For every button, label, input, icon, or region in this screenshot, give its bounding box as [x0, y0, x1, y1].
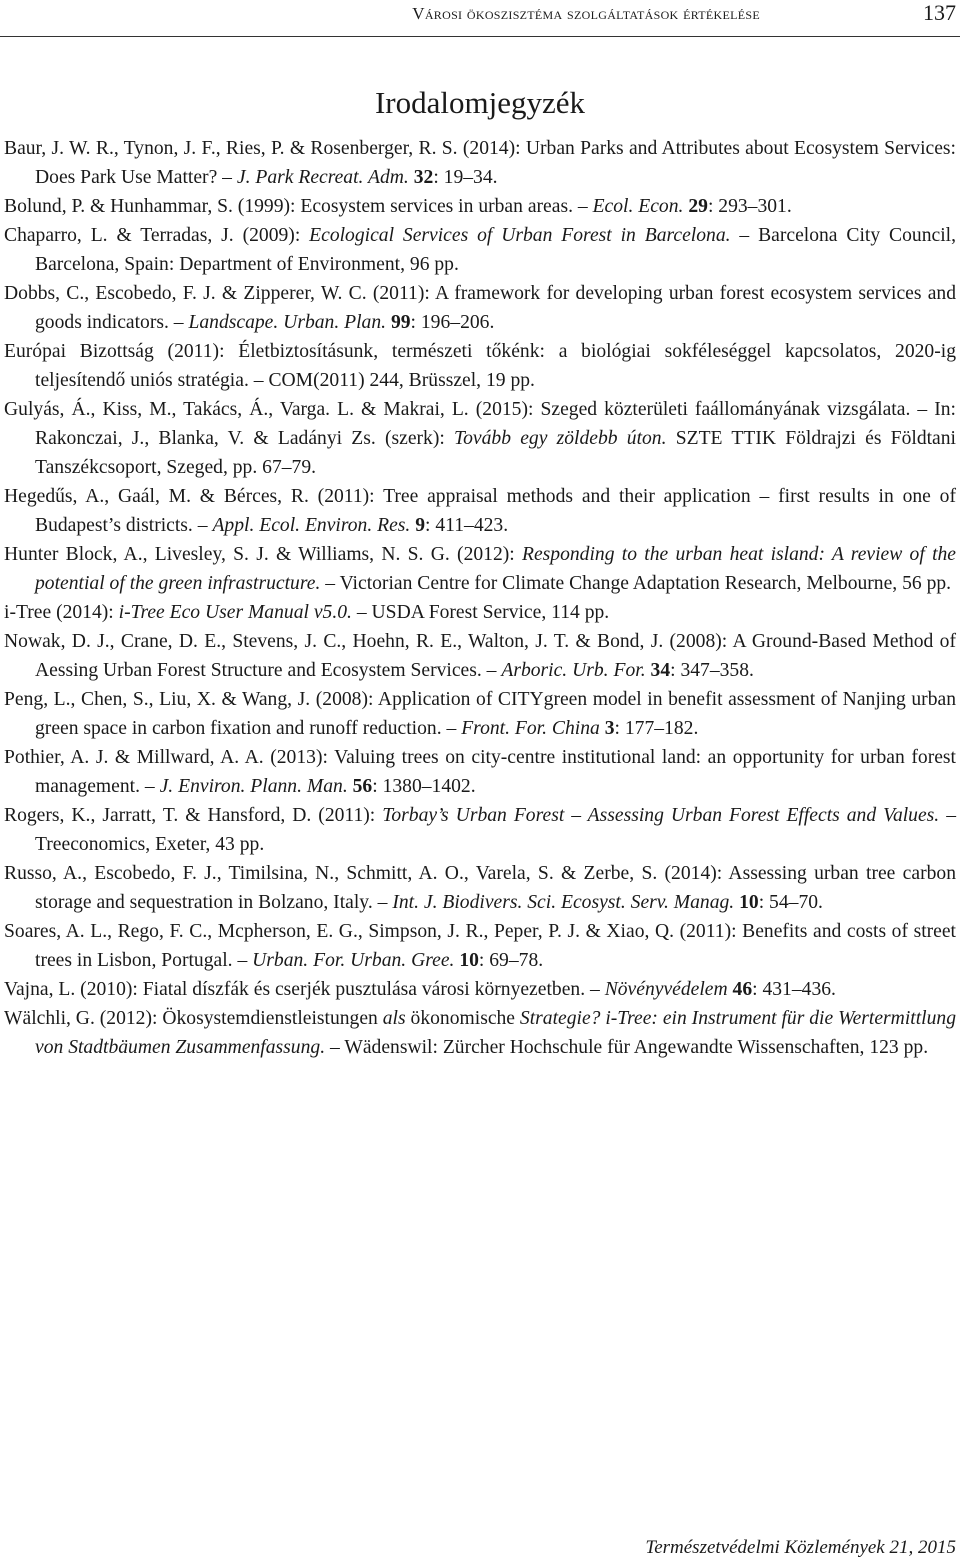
reference-text: : 431–436.: [752, 979, 836, 1000]
reference-italic: Strategie? i-Tree: ein Instrument für die Wertermittlung von Stadtbäumen Zusammenfassung.: [35, 1008, 956, 1058]
reference-entry: [4, 221, 956, 279]
reference-text: : 19–34.: [433, 167, 498, 188]
reference-text: Wälchli, G. (2012): Ökosystemdienstleistungen: [4, 1008, 383, 1029]
running-header: [0, 0, 960, 37]
reference-italic: Front. For. China: [461, 718, 600, 739]
reference-text: i-Tree (2014):: [4, 602, 119, 623]
reference-text: ökonomische: [405, 1008, 520, 1029]
reference-entry: [4, 192, 956, 221]
reference-entry: [4, 134, 956, 192]
reference-italic: Ecol. Econ.: [592, 196, 684, 217]
reference-text: – Victorian Centre for Climate Change Adaptation Research, Melbourne, 56 pp.: [320, 573, 952, 594]
reference-volume: 29: [688, 196, 708, 217]
journal-footer: Természetvédelmi Közlemények 21, 2015: [645, 1537, 956, 1558]
reference-italic: als: [382, 1008, 406, 1029]
reference-entry: [4, 598, 956, 627]
reference-volume: 10: [459, 950, 479, 971]
reference-text: Soares, A. L., Rego, F. C., Mcpherson, E. G., Simpson, J. R., Peper, P. J. & Xiao, Q. (2011): Benefits and costs of street trees in Lisbon, Portugal. –: [4, 921, 956, 971]
reference-text: : 69–78.: [478, 950, 544, 971]
reference-entry: [4, 482, 956, 540]
reference-text: – Barcelona City Council, Barcelona, Spain: Department of Environment, 96 pp.: [35, 225, 956, 275]
reference-entry: [4, 337, 956, 395]
reference-volume: 46: [732, 979, 753, 1000]
reference-volume: 3: [604, 718, 615, 739]
reference-text: Hegedűs, A., Gaál, M. & Bérces, R. (2011): Tree appraisal methods and their application – first results in one of Budapest’s districts. –: [4, 486, 956, 536]
reference-italic: Responding to the urban heat island: A review of the potential of the green infrastructure.: [35, 544, 957, 594]
reference-italic: J. Environ. Plann. Man.: [159, 776, 348, 797]
reference-text: : 54–70.: [758, 892, 823, 913]
reference-text: Hunter Block, A., Livesley, S. J. & Williams, N. S. G. (2012):: [4, 544, 522, 565]
reference-text: – Wädenswil: Zürcher Hochschule für Angewandte Wissenschaften, 123 pp.: [325, 1037, 929, 1058]
reference-italic: Landscape. Urban. Plan.: [188, 312, 387, 333]
section-heading: Irodalomjegyzék: [374, 84, 586, 120]
reference-italic: Ecological Services of Urban Forest in Barcelona.: [309, 225, 731, 246]
reference-italic: Appl. Ecol. Environ. Res.: [212, 515, 411, 536]
reference-text: Gulyás, Á., Kiss, M., Takács, Á., Varga. L. & Makrai, L. (2015): Szeged közterületi faállományának vizsgálata. – In: Rakonczai, J., Blanka, V. & Ladányi Zs. (szerk):: [4, 399, 956, 449]
reference-text: : 196–206.: [410, 312, 495, 333]
reference-entry: [4, 801, 956, 859]
reference-entry: [4, 975, 956, 1004]
reference-text: – Treeconomics, Exeter, 43 pp.: [35, 805, 956, 855]
reference-text: Nowak, D. J., Crane, D. E., Stevens, J. C., Hoehn, R. E., Walton, J. T. & Bond, J. (2008): A Ground-Based Method of Aessing Urban Forest Structure and Ecosystem Services. –: [4, 631, 956, 681]
reference-volume: 10: [739, 892, 759, 913]
reference-volume: 34: [650, 660, 671, 681]
reference-text: : 177–182.: [614, 718, 699, 739]
reference-italic: Int. J. Biodivers. Sci. Ecosyst. Serv. Manag.: [392, 892, 735, 913]
reference-entry: [4, 685, 956, 743]
reference-volume: 9: [415, 515, 426, 536]
reference-italic: Tovább egy zöldebb úton.: [454, 428, 667, 449]
reference-entry: [4, 279, 956, 337]
reference-italic: Növényvédelem: [604, 979, 728, 1000]
reference-text: Russo, A., Escobedo, F. J., Timilsina, N., Schmitt, A. O., Varela, S. & Zerbe, S. (2014): Assessing urban tree carbon storage and sequestration in Bolzano, Italy. –: [4, 863, 956, 913]
reference-text: – USDA Forest Service, 114 pp.: [351, 602, 610, 623]
reference-text: Rogers, K., Jarratt, T. & Hansford, D. (2011):: [4, 805, 383, 826]
reference-text: Dobbs, C., Escobedo, F. J. & Zipperer, W. C. (2011): A framework for developing urban forest ecosystem services and goods indicators. –: [4, 283, 956, 333]
reference-italic: Torbay’s Urban Forest – Assessing Urban Forest Effects and Values.: [382, 805, 940, 826]
reference-entry: [4, 395, 956, 482]
reference-text: : 293–301.: [707, 196, 792, 217]
reference-text: : 411–423.: [425, 515, 509, 536]
reference-italic: Urban. For. Urban. Gree.: [252, 950, 455, 971]
reference-text: Pothier, A. J. & Millward, A. A. (2013): Valuing trees on city-centre institutional land: an opportunity for urban forest management. –: [4, 747, 956, 797]
reference-text: Európai Bizottság (2011): Életbiztosításunk, természeti tőkénk: a biológiai sokféleséggel kapcsolatos, 2020-ig teljesítendő uniós stratégia. – COM(2011) 244, Brüsszel, 19 pp.: [4, 341, 956, 391]
reference-entry: [4, 540, 956, 598]
reference-list: [4, 134, 956, 1062]
reference-text: : 347–358.: [670, 660, 754, 681]
reference-volume: 56: [352, 776, 373, 797]
reference-text: Bolund, P. & Hunhammar, S. (1999): Ecosystem services in urban areas. –: [4, 196, 593, 217]
reference-entry: [4, 859, 956, 917]
reference-italic: Arboric. Urb. For.: [501, 660, 646, 681]
reference-entry: [4, 917, 956, 975]
reference-entry: [4, 1004, 956, 1062]
reference-text: Vajna, L. (2010): Fiatal díszfák és cserjék pusztulása városi környezetben. –: [4, 979, 605, 1000]
reference-entry: [4, 743, 956, 801]
reference-text: Baur, J. W. R., Tynon, J. F., Ries, P. & Rosenberger, R. S. (2014): Urban Parks and Attributes about Ecosystem Services: Does Park Use Matter? –: [4, 138, 956, 188]
reference-entry: [4, 627, 956, 685]
reference-volume: 32: [413, 167, 434, 188]
reference-italic: i-Tree Eco User Manual v5.0.: [118, 602, 352, 623]
reference-text: : 1380–1402.: [372, 776, 476, 797]
reference-text: Chaparro, L. & Terradas, J. (2009):: [4, 225, 310, 246]
reference-volume: 99: [390, 312, 411, 333]
reference-text: Peng, L., Chen, S., Liu, X. & Wang, J. (2008): Application of CITYgreen model in benefit assessment of Nanjing urban green space in carbon fixation and runoff reduction. –: [4, 689, 956, 739]
reference-text: SZTE TTIK Földrajzi és Földtani Tanszékcsoport, Szeged, pp. 67–79.: [35, 428, 956, 478]
reference-italic: J. Park Recreat. Adm.: [236, 167, 409, 188]
page-number: 137: [923, 0, 956, 25]
running-title: Városi ökoszisztéma szolgáltatások értékelése: [412, 4, 760, 23]
